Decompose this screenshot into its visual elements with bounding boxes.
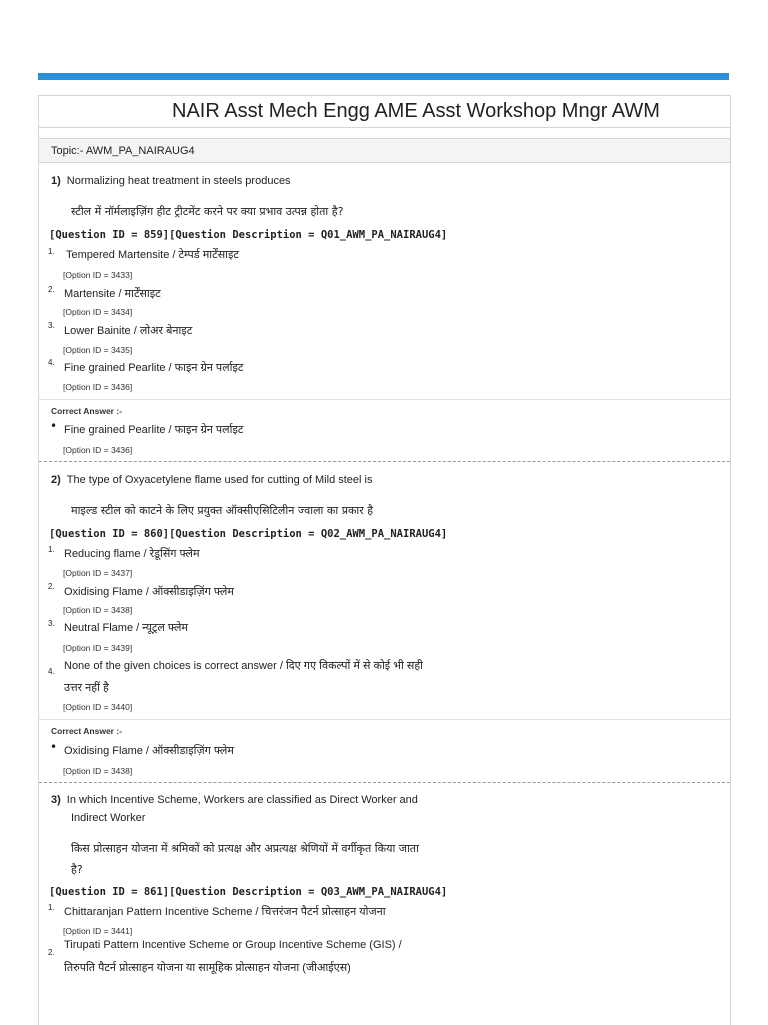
option-id: [Option ID = 3436] — [63, 382, 133, 392]
option-text: Tirupati Pattern Incentive Scheme or Group Incentive Scheme (GIS) / — [64, 939, 402, 951]
question-separator — [39, 782, 730, 783]
option-number: 3. — [48, 321, 55, 330]
question-2-text — [51, 474, 372, 486]
bullet-icon: • — [50, 419, 58, 433]
question-1-id: [Question ID = 859][Question Description = Q01_AWM_PA_NAIRAUG4] — [49, 229, 448, 241]
question-3-text-continued: Indirect Worker — [71, 812, 146, 824]
page-title: NAIR Asst Mech Engg AME Asst Workshop Mngr AWM — [172, 100, 660, 122]
question-english: Normalizing heat treatment in steels produces — [66, 175, 291, 187]
question-paper-sheet — [38, 95, 731, 1025]
option-text-continued: तिरुपति पैटर्न प्रोत्साहन योजना या सामूहिक प्रोत्साहन योजना (जीआईएस) — [64, 962, 351, 974]
topic-bar: Topic:- AWM_PA_NAIRAUG4 — [39, 139, 730, 163]
option-id: [Option ID = 3437] — [63, 568, 133, 578]
option-id: [Option ID = 3435] — [63, 345, 133, 355]
option-number: 1. — [48, 247, 55, 256]
question-separator — [39, 461, 730, 462]
option-text: Lower Bainite / लोअर बेनाइट — [64, 325, 193, 337]
option-number: 1. — [48, 903, 55, 912]
option-number: 3. — [48, 619, 55, 628]
correct-answer-id: [Option ID = 3436] — [63, 445, 133, 455]
option-number: 2. — [48, 948, 55, 957]
option-id: [Option ID = 3440] — [63, 702, 133, 712]
option-number: 4. — [48, 667, 55, 676]
divider — [39, 127, 730, 128]
correct-answer-id: [Option ID = 3438] — [63, 766, 133, 776]
question-1-hindi: स्टील में नॉर्मलाइज़िंग हीट ट्रीटमेंट करने पर क्या प्रभाव उत्पन्न होता है? — [71, 205, 344, 218]
option-number: 2. — [48, 285, 55, 294]
question-number: 3) — [51, 794, 61, 806]
option-text: Oxidising Flame / ऑक्सीडाइज़िंग फ्लेम — [64, 586, 234, 598]
option-number: 2. — [48, 582, 55, 591]
option-id: [Option ID = 3441] — [63, 926, 133, 936]
question-number: 2) — [51, 474, 61, 486]
option-text-continued: उत्तर नहीं है — [64, 682, 109, 694]
question-number: 1) — [51, 175, 61, 187]
question-3-text — [51, 794, 418, 806]
option-text: Tempered Martensite / टेम्पर्ड मार्टेंसाइट — [66, 249, 239, 261]
question-english: The type of Oxyacetylene flame used for cutting of Mild steel is — [66, 474, 373, 486]
question-3-hindi: किस प्रोत्साहन योजना में श्रमिकों को प्रत्यक्ष और अप्रत्यक्ष श्रेणियों में वर्गीकृत किया जाता — [71, 842, 419, 855]
option-number: 4. — [48, 358, 55, 367]
bullet-icon: • — [50, 740, 58, 754]
option-text: Fine grained Pearlite / फाइन ग्रेन पर्लाइट — [64, 362, 244, 374]
option-text: Reducing flame / रेडूसिंग फ्लेम — [64, 548, 200, 560]
divider — [39, 399, 730, 400]
correct-answer-label: Correct Answer :- — [51, 726, 123, 736]
question-2-hindi: माइल्ड स्टील को काटने के लिए प्रयुक्त ऑक्सीएसिटिलीन ज्वाला का प्रकार है — [71, 504, 374, 517]
correct-answer-text: Oxidising Flame / ऑक्सीडाइज़िंग फ्लेम — [64, 745, 234, 757]
option-text: Chittaranjan Pattern Incentive Scheme / चित्तरंजन पैटर्न प्रोत्साहन योजना — [64, 906, 386, 918]
option-text: None of the given choices is correct answer / दिए गए विकल्पों में से कोई भी सही — [64, 660, 424, 672]
option-number: 1. — [48, 545, 55, 554]
option-id: [Option ID = 3439] — [63, 643, 133, 653]
question-1-text — [51, 175, 291, 187]
option-id: [Option ID = 3433] — [63, 270, 133, 280]
question-3-id: [Question ID = 861][Question Description = Q03_AWM_PA_NAIRAUG4] — [49, 886, 448, 898]
divider — [39, 719, 730, 720]
option-id: [Option ID = 3434] — [63, 307, 133, 317]
correct-answer-label: Correct Answer :- — [51, 406, 123, 416]
correct-answer-text: Fine grained Pearlite / फाइन ग्रेन पर्लाइट — [64, 424, 244, 436]
option-text: Neutral Flame / न्यूट्रल फ्लेम — [64, 622, 188, 634]
option-id: [Option ID = 3438] — [63, 605, 133, 615]
question-english: In which Incentive Scheme, Workers are classified as Direct Worker and — [66, 794, 418, 806]
header-accent-bar — [38, 73, 729, 80]
question-3-hindi-continued: है? — [71, 863, 83, 876]
question-2-id: [Question ID = 860][Question Description = Q02_AWM_PA_NAIRAUG4] — [49, 528, 448, 540]
option-text: Martensite / मार्टेंसाइट — [64, 288, 161, 300]
